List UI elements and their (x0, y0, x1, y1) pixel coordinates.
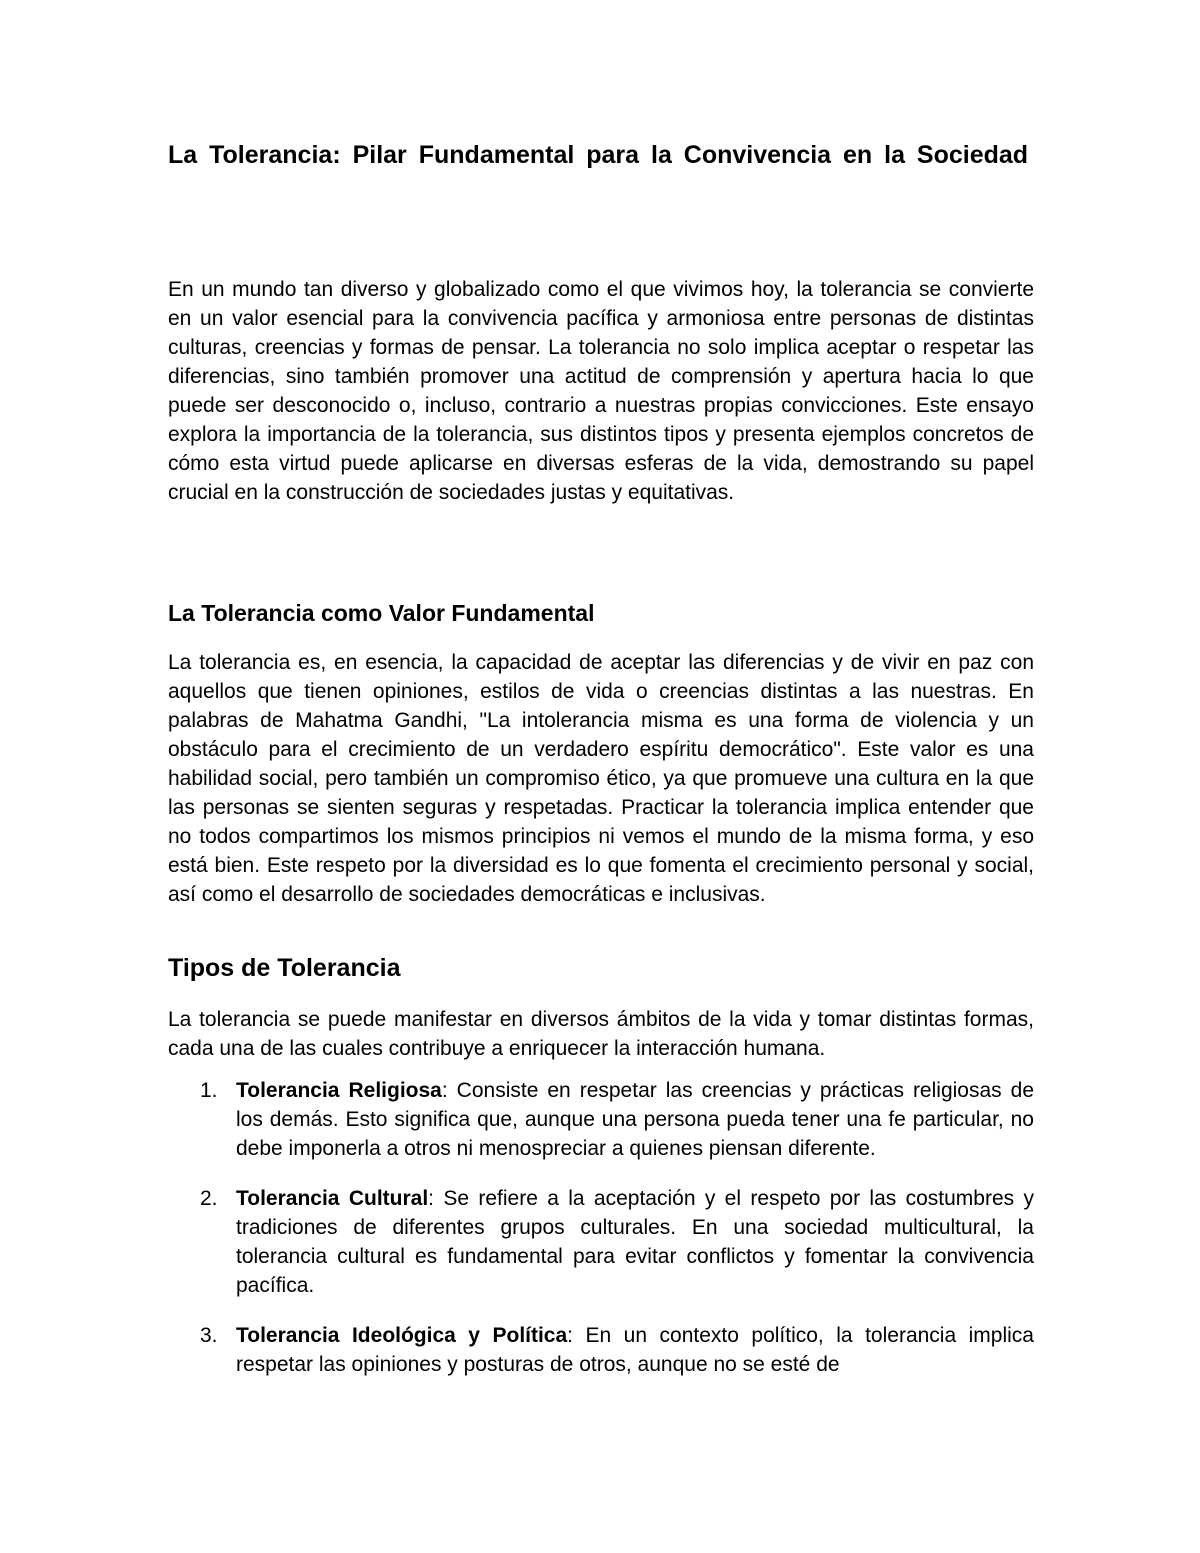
list-item (168, 1184, 1034, 1300)
section-paragraph-tipos: La tolerancia se puede manifestar en diversos ámbitos de la vida y tomar distintas formas, cada una de las cuales contribuye a enriquecer la interacción humana. (168, 1008, 1034, 1060)
tolerance-types-list (168, 1076, 1034, 1400)
list-item-term: Tolerancia Cultural (236, 1187, 429, 1210)
list-item (168, 1076, 1034, 1163)
intro-paragraph: En un mundo tan diverso y globalizado como el que vivimos hoy, la tolerancia se convierte en un valor esencial para la convivencia pacífica y armoniosa entre personas de distintas culturas, creencias y formas de pensar. La tolerancia no solo implica aceptar o respetar las diferencias, sino también promover una actitud de comprensión y apertura hacia lo que puede ser desconocido o, incluso, contrario a nuestras propias convicciones. Este ensayo explora la importancia de la tolerancia, sus distintos tipos y presenta ejemplos concretos de cómo esta virtud puede aplicarse en diversas esferas de la vida, demostrando su papel crucial en la construcción de sociedades justas y equitativas. (168, 278, 1034, 504)
document-title: La Tolerancia: Pilar Fundamental para la Convivencia en la Sociedad (168, 141, 1029, 169)
list-item (168, 1321, 1034, 1379)
section-heading-tipos: Tipos de Tolerancia (168, 954, 401, 982)
section-paragraph-valor-fundamental: La tolerancia es, en esencia, la capacidad de aceptar las diferencias y de vivir en paz con aquellos que tienen opiniones, estilos de vida o creencias distintas a las nuestras. En palabras de Mahatma Gandhi, "La intolerancia misma es una forma de violencia y un obstáculo para el crecimiento de un verdadero espíritu democrático". Este valor es una habilidad social, pero también un compromiso ético, ya que promueve una cultura en la que las personas se sienten seguras y respetadas. Practicar la tolerancia implica entender que no todos compartimos los mismos principios ni vemos el mundo de la misma forma, y eso está bien. Este respeto por la diversidad es lo que fomenta el crecimiento personal y social, así como el desarrollo de sociedades democráticas e inclusivas. (168, 651, 1034, 906)
list-item-number: 1. (200, 1079, 218, 1102)
section-heading-valor-fundamental: La Tolerancia como Valor Fundamental (168, 600, 595, 626)
list-item-term: Tolerancia Religiosa (236, 1079, 442, 1102)
list-item-number: 3. (200, 1324, 218, 1347)
list-item-term: Tolerancia Ideológica y Política (236, 1324, 568, 1347)
list-item-number: 2. (200, 1187, 218, 1210)
list-item-text: : Se refiere a la aceptación y el respeto por las costumbres y tradiciones de diferentes grupos culturales. En una sociedad multicultural, la tolerancia cultural es fundamental para evitar conflictos y fomentar la convivencia pacífica. (236, 1187, 1034, 1297)
list-item-text: : Consiste en respetar las creencias y prácticas religiosas de los demás. Esto significa que, aunque una persona pueda tener una fe particular, no debe imponerla a otros ni menospreciar a quienes piensan diferente. (236, 1079, 1034, 1160)
list-item-text: : En un contexto político, la tolerancia implica respetar las opiniones y posturas de otros, aunque no se esté de (236, 1324, 1034, 1376)
